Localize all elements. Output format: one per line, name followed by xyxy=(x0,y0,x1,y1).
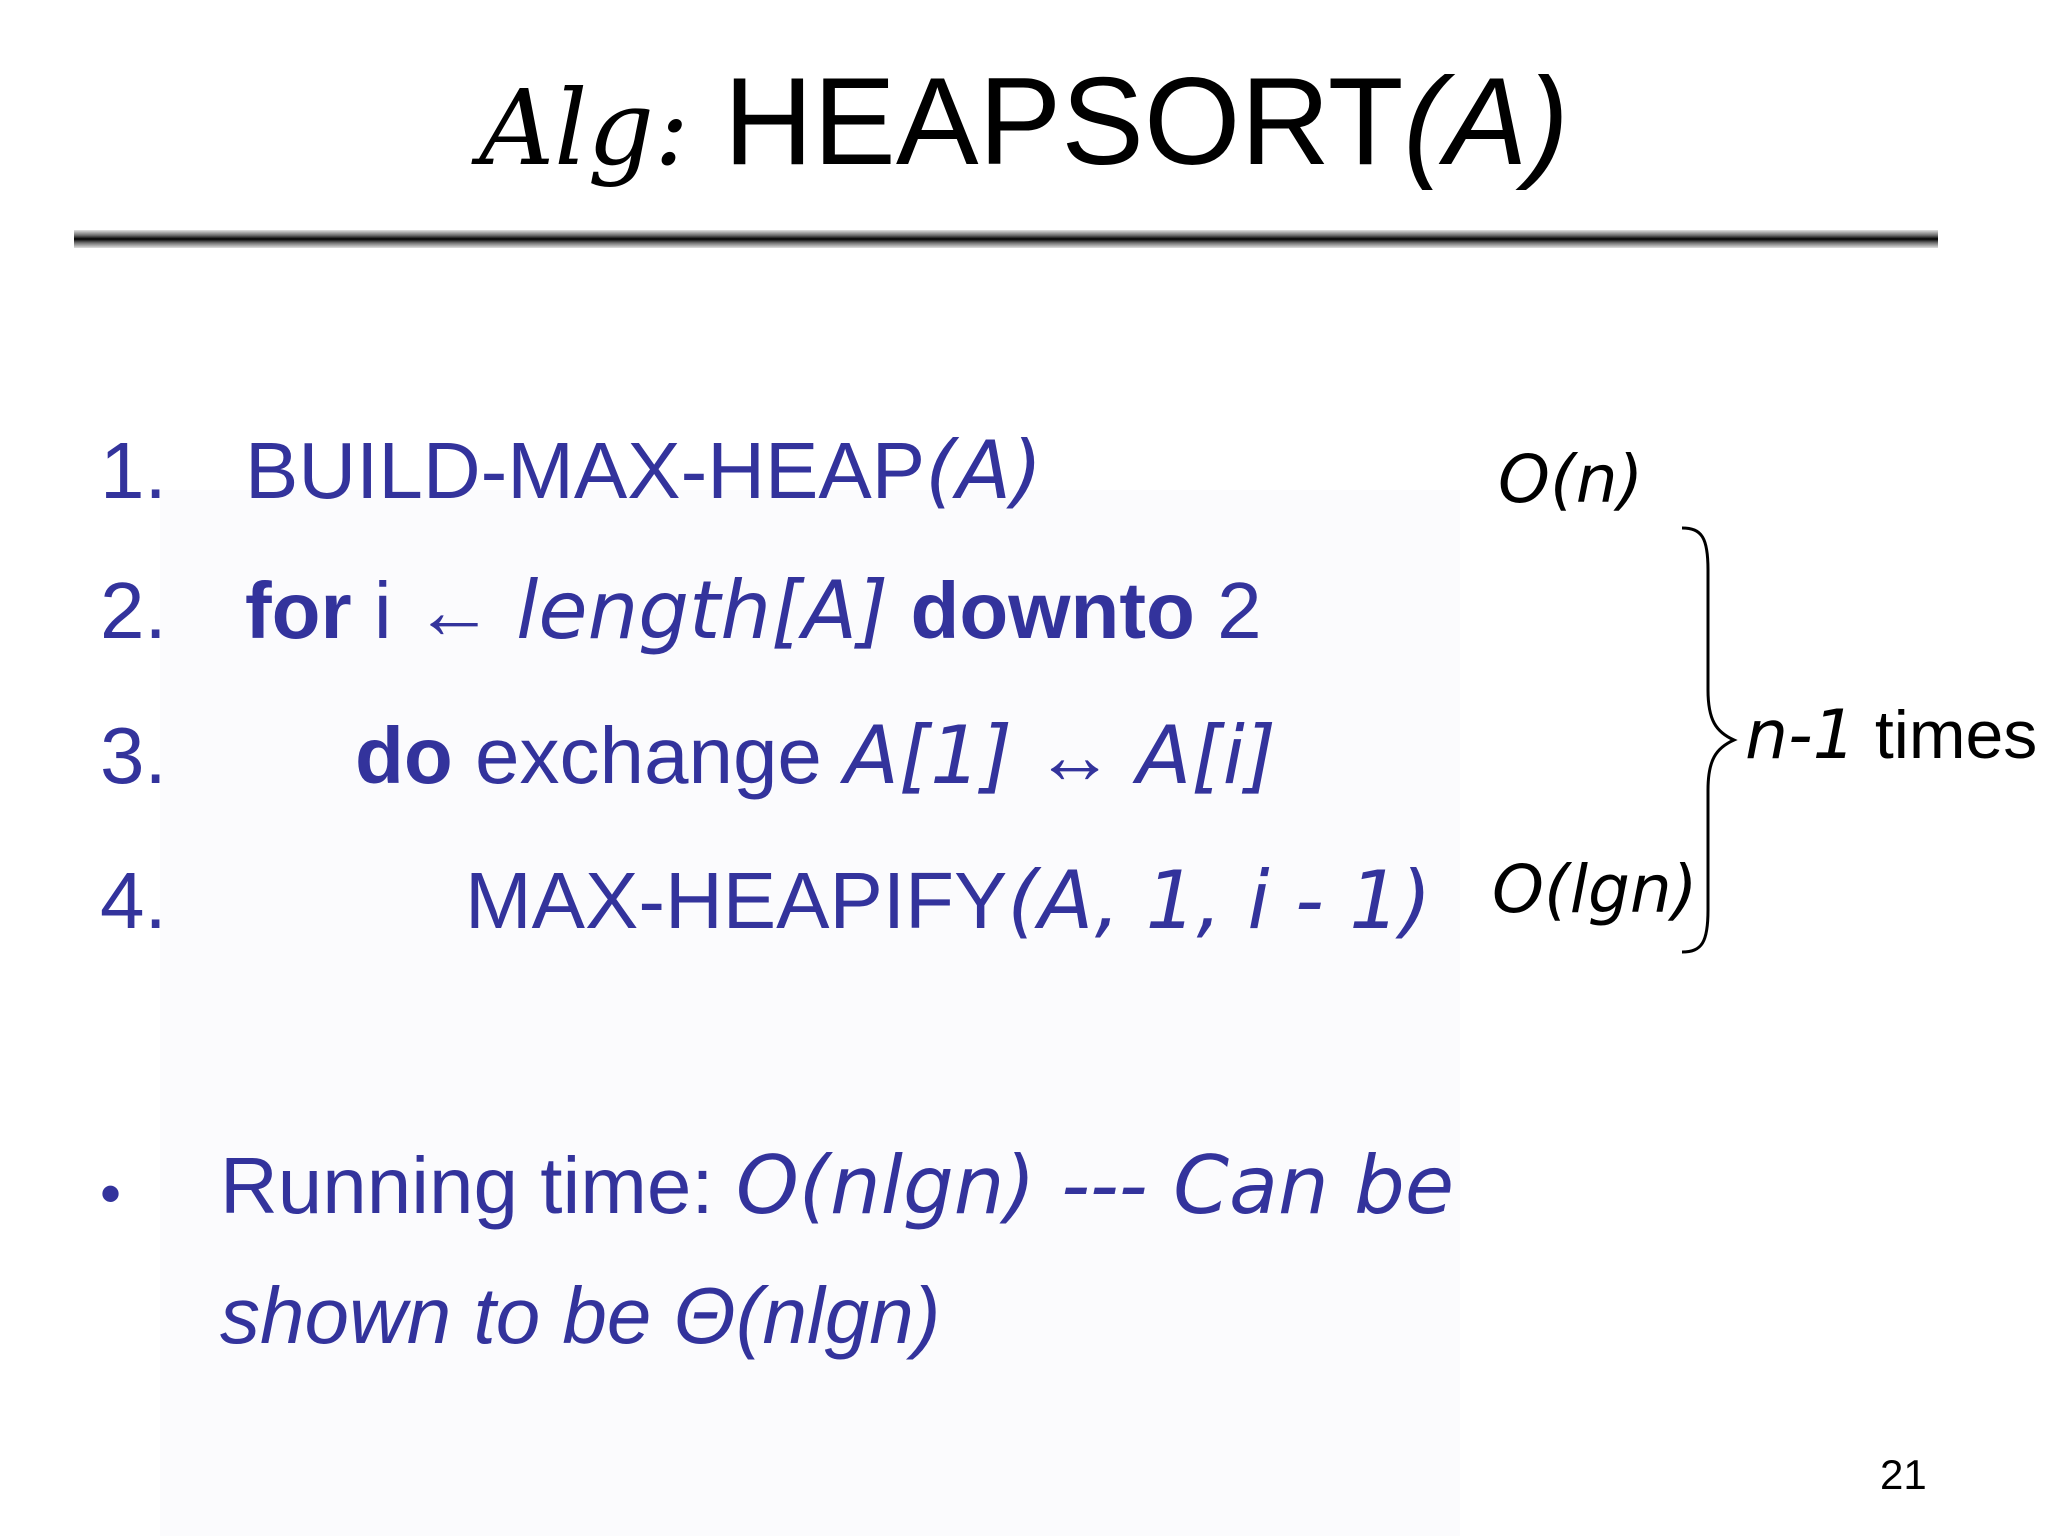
loop-variable: i xyxy=(373,566,392,655)
page-number: 21 xyxy=(1880,1451,1927,1498)
line4-args: (A, 1, i - 1) xyxy=(1007,854,1432,947)
code-line-2 xyxy=(245,565,1262,657)
code-line-3 xyxy=(355,710,1276,802)
title-prefix: Alg: xyxy=(479,67,690,189)
line-number-1: 1. xyxy=(100,426,167,515)
downto-keyword: downto xyxy=(910,566,1195,655)
title-name: HEAPSORT xyxy=(723,53,1404,191)
code-line-4 xyxy=(465,855,1431,947)
title-arg: (A) xyxy=(1403,53,1569,191)
code-line-1 xyxy=(245,425,1042,517)
title-divider xyxy=(74,230,1938,248)
slide-title xyxy=(0,52,2048,198)
length-expr: length[A] xyxy=(516,564,889,657)
running-time-line-1 xyxy=(220,1140,1454,1232)
running-time-line-2: shown to be Θ(nlgn) xyxy=(220,1271,941,1360)
line1-arg: (A) xyxy=(925,424,1043,517)
swap-right: A[i] xyxy=(1136,709,1277,802)
bullet-icon: • xyxy=(100,1160,122,1227)
swap-left: A[1] xyxy=(844,709,1013,802)
cost-build-heap: O(n) xyxy=(1498,441,1644,518)
swap-arrow: ↔ xyxy=(1034,711,1115,800)
do-keyword: do xyxy=(355,711,453,800)
line-number-2: 2. xyxy=(100,566,167,655)
running-time-label: Running time: xyxy=(220,1141,736,1230)
loop-end: 2 xyxy=(1217,566,1262,655)
line1-call: BUILD-MAX-HEAP xyxy=(245,426,926,515)
line-number-3: 3. xyxy=(100,711,167,800)
cost-heapify: O(lgn) xyxy=(1492,851,1698,928)
exchange-text: exchange xyxy=(474,711,822,800)
loop-suffix: times xyxy=(1874,697,2038,773)
loop-count-label xyxy=(1745,695,2037,776)
line4-call: MAX-HEAPIFY xyxy=(465,856,1008,945)
assign-arrow: ← xyxy=(413,566,494,655)
line-number-4: 4. xyxy=(100,856,167,945)
running-time-math: O(nlgn) --- Can be xyxy=(735,1139,1455,1232)
loop-count: n-1 xyxy=(1745,696,1856,775)
for-keyword: for xyxy=(245,566,352,655)
